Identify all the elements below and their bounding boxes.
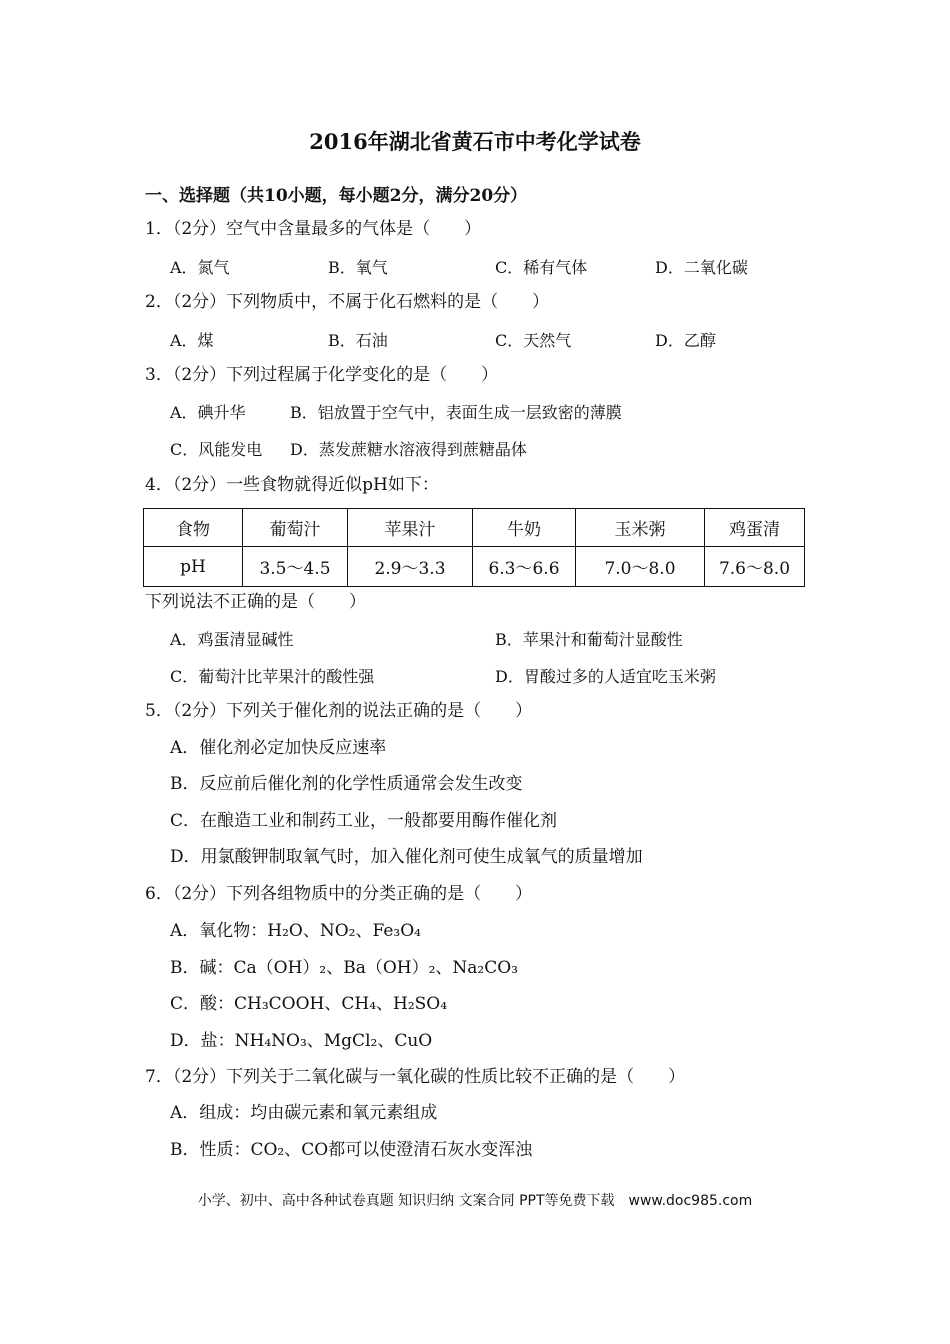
question-3-option-c: C．风能发电 bbox=[170, 440, 263, 459]
question-4-option-c: C．葡萄汁比苹果汁的酸性强 bbox=[170, 667, 375, 686]
question-3-stem: 3．（2分）下列过程属于化学变化的是（ ） bbox=[145, 365, 499, 385]
question-2-stem: 2．（2分）下列物质中，不属于化石燃料的是（ ） bbox=[145, 292, 550, 312]
ph-table-cell: 6.3～6.6 bbox=[473, 547, 576, 587]
ph-table-header-cell: 苹果汁 bbox=[348, 509, 473, 547]
question-4-options-row2 bbox=[0, 664, 950, 686]
ph-table-header-cell: 鸡蛋清 bbox=[705, 509, 805, 547]
question-1-option-b: B．氧气 bbox=[328, 258, 388, 277]
section-heading: 一、选择题（共10小题，每小题2分，满分20分） bbox=[145, 186, 528, 206]
question-6-option-c: C．酸：CH₃COOH、CH₄、H₂SO₄ bbox=[170, 994, 448, 1014]
question-1-option-d: D．二氧化碳 bbox=[655, 258, 748, 277]
question-2-option-b: B．石油 bbox=[328, 331, 388, 350]
question-4-prompt: 下列说法不正确的是（ ） bbox=[145, 592, 366, 612]
question-4-options-row1 bbox=[0, 627, 950, 649]
ph-table-value-row bbox=[144, 547, 805, 587]
question-2-option-c: C．天然气 bbox=[495, 331, 572, 350]
ph-table-header-cell: 玉米粥 bbox=[576, 509, 705, 547]
question-5-option-a: A．催化剂必定加快反应速率 bbox=[170, 738, 387, 758]
question-5-option-b: B．反应前后催化剂的化学性质通常会发生改变 bbox=[170, 774, 523, 794]
ph-table-header-cell: 食物 bbox=[144, 509, 243, 547]
question-7-stem: 7．（2分）下列关于二氧化碳与一氧化碳的性质比较不正确的是（ ） bbox=[145, 1067, 686, 1087]
question-1-options bbox=[0, 255, 950, 277]
ph-table-cell: 7.6～8.0 bbox=[705, 547, 805, 587]
question-5-option-c: C．在酿造工业和制药工业，一般都要用酶作催化剂 bbox=[170, 811, 558, 831]
question-2-options bbox=[0, 328, 950, 350]
page-title: 2016年湖北省黄石市中考化学试卷 bbox=[309, 129, 641, 154]
question-1-option-a: A．氮气 bbox=[170, 258, 230, 277]
question-7-option-b: B．性质：CO₂、CO都可以使澄清石灰水变浑浊 bbox=[170, 1140, 533, 1160]
ph-table bbox=[143, 508, 805, 587]
ph-table-header-row bbox=[144, 509, 805, 547]
question-6-option-b: B．碱：Ca（OH）₂、Ba（OH）₂、Na₂CO₃ bbox=[170, 958, 519, 978]
ph-table-cell: 2.9～3.3 bbox=[348, 547, 473, 587]
question-4-stem: 4．（2分）一些食物就得近似pH如下： bbox=[145, 475, 439, 495]
ph-table-header-cell: 葡萄汁 bbox=[243, 509, 348, 547]
question-3-options-row2 bbox=[0, 437, 950, 459]
ph-table-cell: pH bbox=[144, 547, 243, 587]
question-3-option-b: B．铝放置于空气中，表面生成一层致密的薄膜 bbox=[290, 403, 622, 422]
ph-table-cell: 7.0～8.0 bbox=[576, 547, 705, 587]
footer-watermark: 小学、初中、高中各种试卷真题 知识归纳 文案合同 PPT等免费下载 www.doc985.com bbox=[197, 1193, 753, 1209]
question-2-option-a: A．煤 bbox=[170, 331, 214, 350]
question-4-option-d: D．胃酸过多的人适宜吃玉米粥 bbox=[495, 667, 716, 686]
question-5-stem: 5．（2分）下列关于催化剂的说法正确的是（ ） bbox=[145, 701, 533, 721]
question-3-option-d: D．蒸发蔗糖水溶液得到蔗糖晶体 bbox=[290, 440, 527, 459]
question-3-options-row1 bbox=[0, 400, 950, 422]
question-4-option-a: A．鸡蛋清显碱性 bbox=[170, 630, 294, 649]
question-3-option-a: A．碘升华 bbox=[170, 403, 246, 422]
question-6-stem: 6．（2分）下列各组物质中的分类正确的是（ ） bbox=[145, 884, 533, 904]
question-1-stem: 1．（2分）空气中含量最多的气体是（ ） bbox=[145, 219, 482, 239]
question-5-option-d: D．用氯酸钾制取氧气时，加入催化剂可使生成氧气的质量增加 bbox=[170, 847, 643, 867]
question-7-option-a: A．组成：均由碳元素和氧元素组成 bbox=[170, 1103, 438, 1123]
question-6-option-a: A．氧化物：H₂O、NO₂、Fe₃O₄ bbox=[170, 921, 421, 941]
question-4-option-b: B．苹果汁和葡萄汁显酸性 bbox=[495, 630, 683, 649]
ph-table-cell: 3.5～4.5 bbox=[243, 547, 348, 587]
ph-table-header-cell: 牛奶 bbox=[473, 509, 576, 547]
question-6-option-d: D．盐：NH₄NO₃、MgCl₂、CuO bbox=[170, 1031, 433, 1051]
question-2-option-d: D．乙醇 bbox=[655, 331, 716, 350]
question-1-option-c: C．稀有气体 bbox=[495, 258, 588, 277]
